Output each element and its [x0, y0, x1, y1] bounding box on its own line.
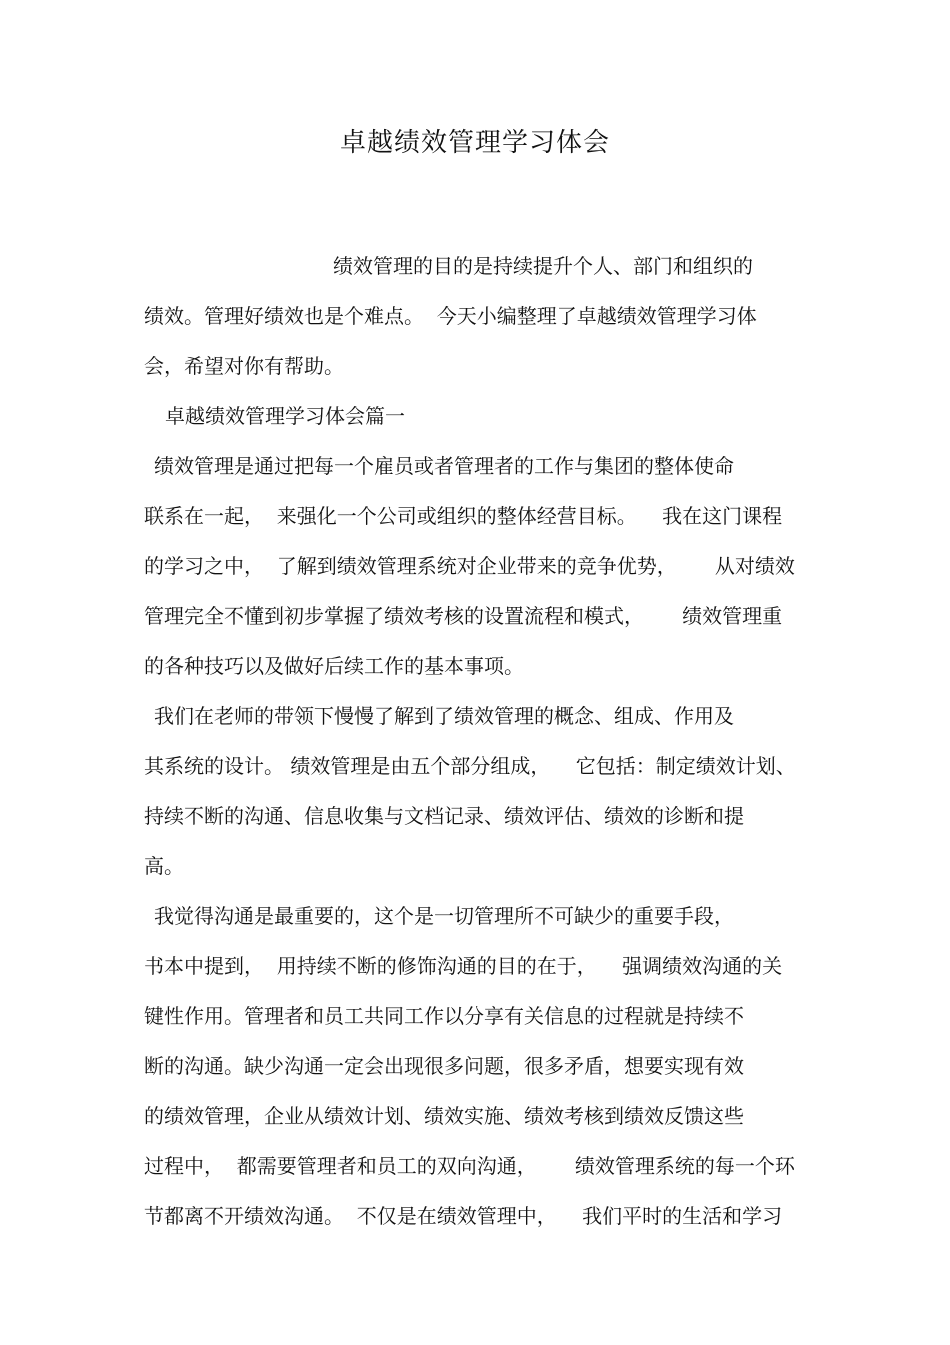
paragraph-line: 的各种技巧以及做好后续工作的基本事项。 [144, 654, 524, 678]
paragraph-line: 绩效管理的目的是持续提升个人、部门和组织的 [333, 254, 753, 278]
paragraph-line: 持续不断的沟通、信息收集与文档记录、绩效评估、绩效的诊断和提 [144, 804, 744, 828]
paragraph-line: 联系在一起， 来强化一个公司或组织的整体经营目标。 我在这门课程 [144, 504, 783, 528]
paragraph-line: 其系统的设计。 绩效管理是由五个部分组成， 它包括：制定绩效计划、 [144, 754, 796, 778]
paragraph-line: 绩效。管理好绩效也是个难点。 今天小编整理了卓越绩效管理学习体 [144, 304, 757, 328]
section-heading: 卓越绩效管理学习体会篇一 [165, 404, 405, 428]
paragraph-line: 我们在老师的带领下慢慢了解到了绩效管理的概念、组成、作用及 [154, 704, 734, 728]
document-title: 卓越绩效管理学习体会 [339, 128, 610, 158]
paragraph-line: 我觉得沟通是最重要的，这个是一切管理所不可缺少的重要手段， [154, 904, 734, 928]
paragraph-line: 绩效管理是通过把每一个雇员或者管理者的工作与集团的整体使命 [154, 454, 734, 478]
paragraph-line: 的绩效管理，企业从绩效计划、绩效实施、绩效考核到绩效反馈这些 [144, 1104, 744, 1128]
paragraph-line: 书本中提到， 用持续不断的修饰沟通的目的在于， 强调绩效沟通的关 [144, 954, 783, 978]
paragraph-line: 键性作用。管理者和员工共同工作以分享有关信息的过程就是持续不 [144, 1004, 744, 1028]
paragraph-line: 管理完全不懂到初步掌握了绩效考核的设置流程和模式， 绩效管理重 [144, 604, 783, 628]
paragraph-line: 高。 [144, 854, 184, 878]
paragraph-line: 过程中， 都需要管理者和员工的双向沟通， 绩效管理系统的每一个环 [144, 1154, 795, 1178]
paragraph-line: 节都离不开绩效沟通。 不仅是在绩效管理中， 我们平时的生活和学习 [144, 1204, 783, 1228]
paragraph-line: 断的沟通。缺少沟通一定会出现很多问题，很多矛盾，想要实现有效 [144, 1054, 744, 1078]
paragraph-line: 会，希望对你有帮助。 [144, 354, 344, 378]
paragraph-line: 的学习之中， 了解到绩效管理系统对企业带来的竞争优势， 从对绩效 [144, 554, 795, 578]
